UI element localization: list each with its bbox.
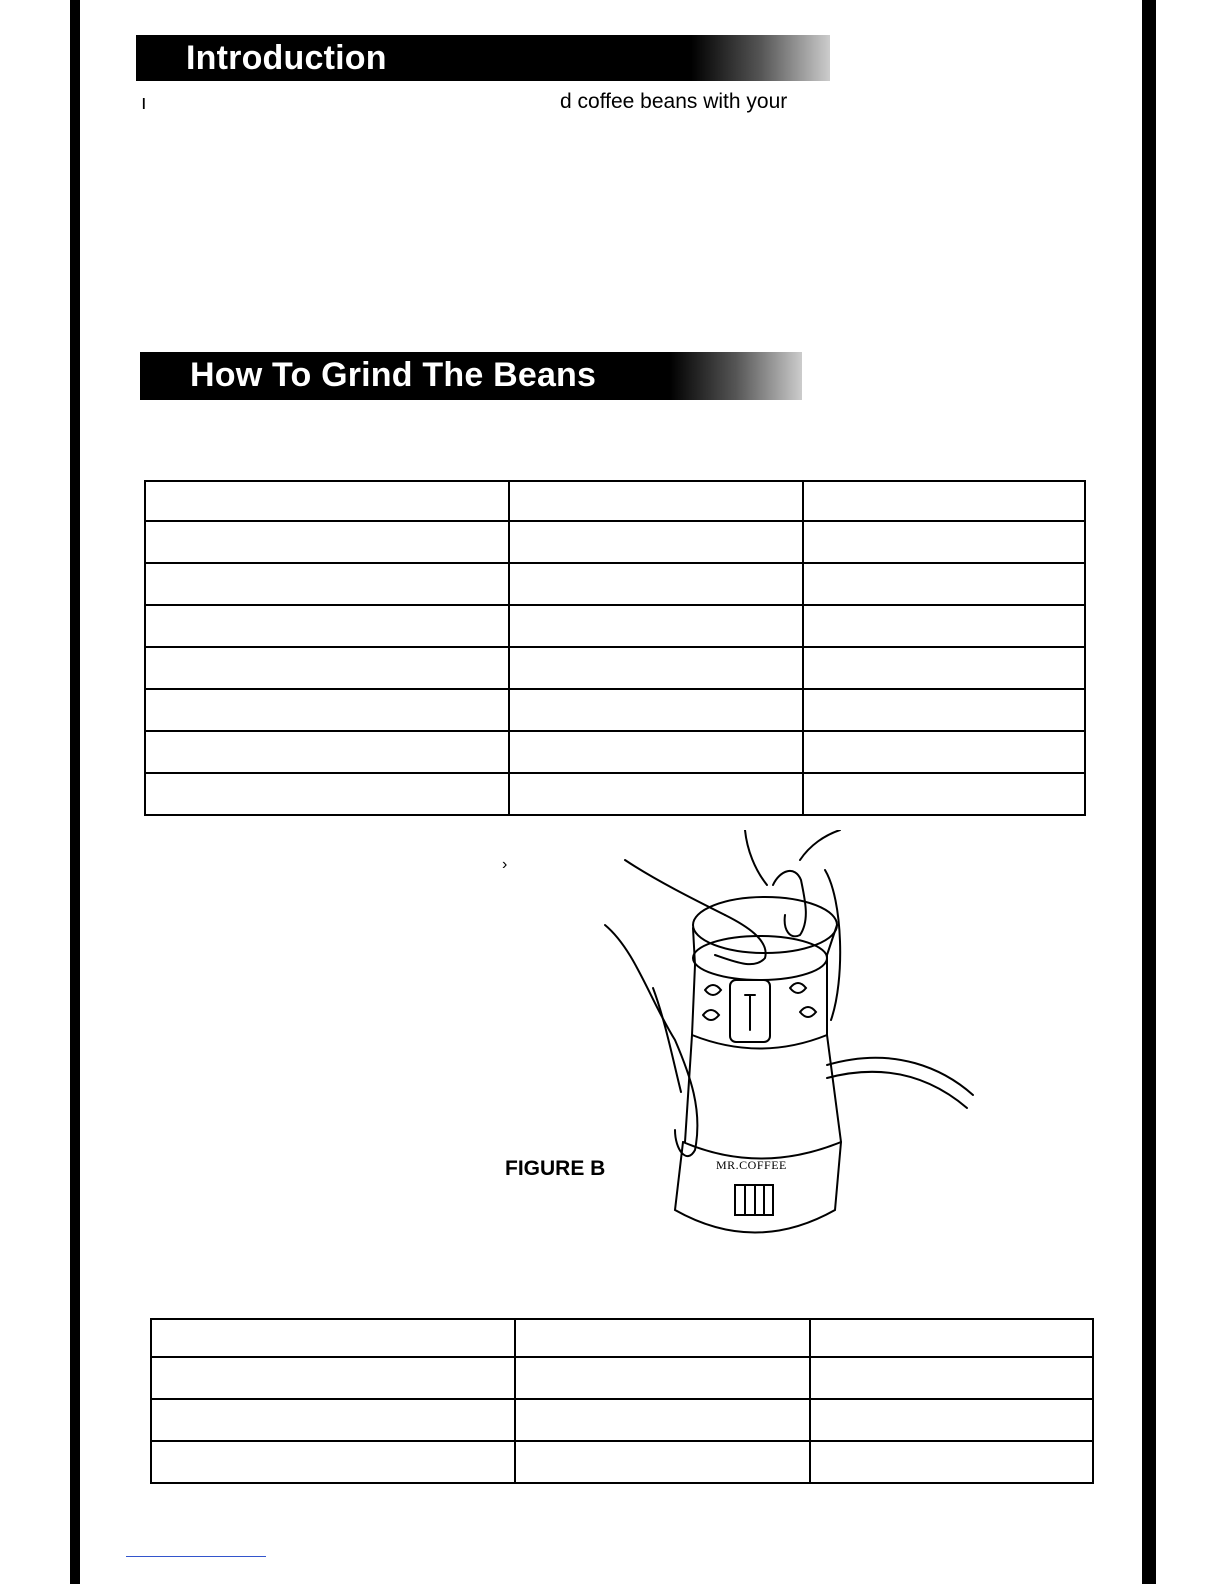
table-cell xyxy=(509,773,803,815)
section-heading-grind xyxy=(140,352,802,400)
table-cell xyxy=(803,647,1085,689)
table-cell xyxy=(515,1357,810,1399)
table-cell xyxy=(145,481,509,521)
intro-paragraph-fragment: d coffee beans with your xyxy=(560,90,788,113)
brand-label: MR.COFFEE xyxy=(716,1158,787,1172)
table-cell xyxy=(509,605,803,647)
table-row xyxy=(151,1319,1093,1357)
table-cell xyxy=(145,689,509,731)
table-cell xyxy=(509,647,803,689)
table-row xyxy=(145,563,1085,605)
table-cell xyxy=(509,563,803,605)
table-cell xyxy=(515,1441,810,1483)
table-row xyxy=(151,1441,1093,1483)
table-cell xyxy=(145,521,509,563)
table-row xyxy=(145,481,1085,521)
table-cell xyxy=(803,689,1085,731)
table-row xyxy=(151,1399,1093,1441)
footer-rule xyxy=(126,1556,266,1557)
table-cell xyxy=(803,563,1085,605)
grinder-illustration xyxy=(595,830,975,1250)
table-cell xyxy=(810,1357,1093,1399)
faint-text-mark: › xyxy=(502,856,508,873)
table-cell xyxy=(810,1441,1093,1483)
table-cell xyxy=(509,481,803,521)
table-cell xyxy=(803,481,1085,521)
table-cell xyxy=(145,731,509,773)
table-cell xyxy=(145,647,509,689)
table-row xyxy=(145,773,1085,815)
faint-text-mark: ı xyxy=(141,92,147,114)
table-cell xyxy=(810,1399,1093,1441)
table-cell xyxy=(145,605,509,647)
section-heading-text: Introduction xyxy=(186,39,387,77)
right-border-bar xyxy=(1142,0,1156,1584)
table-cell xyxy=(515,1399,810,1441)
grind-table-top xyxy=(144,480,1086,816)
table-cell xyxy=(803,731,1085,773)
table-cell xyxy=(145,773,509,815)
table-row xyxy=(145,521,1085,563)
table-cell xyxy=(151,1441,515,1483)
table-row xyxy=(145,689,1085,731)
grind-table-bottom xyxy=(150,1318,1094,1484)
table-row xyxy=(145,647,1085,689)
table-cell xyxy=(515,1319,810,1357)
figure-caption: FIGURE B xyxy=(505,1157,606,1180)
table-cell xyxy=(810,1319,1093,1357)
table-row xyxy=(151,1357,1093,1399)
table-cell xyxy=(509,731,803,773)
table-cell xyxy=(151,1357,515,1399)
section-heading-introduction xyxy=(136,35,830,81)
left-border-bar xyxy=(70,0,80,1584)
section-heading-text: How To Grind The Beans xyxy=(190,356,597,394)
table-cell xyxy=(803,773,1085,815)
table-cell xyxy=(151,1399,515,1441)
table-cell xyxy=(509,689,803,731)
table-row xyxy=(145,605,1085,647)
table-cell xyxy=(145,563,509,605)
table-cell xyxy=(151,1319,515,1357)
table-row xyxy=(145,731,1085,773)
table-cell xyxy=(803,521,1085,563)
table-cell xyxy=(803,605,1085,647)
table-cell xyxy=(509,521,803,563)
